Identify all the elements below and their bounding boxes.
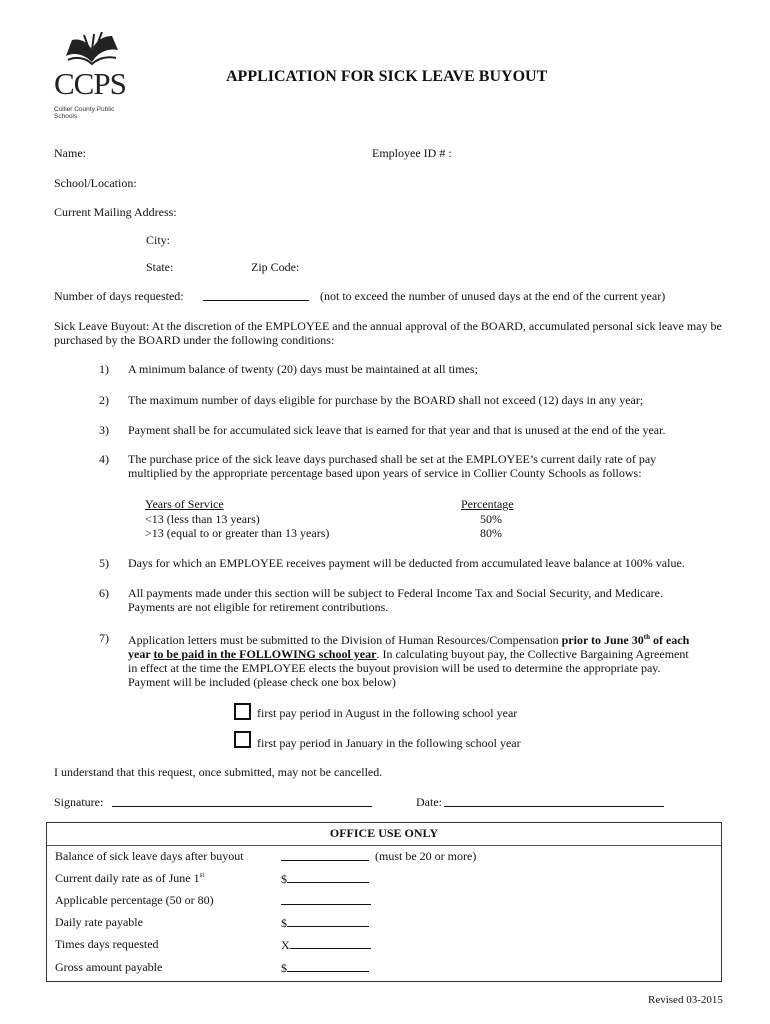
logo-subtitle: Collier County Public Schools xyxy=(54,106,115,120)
condition-number: 4) xyxy=(99,452,109,466)
august-pay-checkbox[interactable] xyxy=(234,703,251,720)
name-label: Name: xyxy=(54,146,86,160)
school-location-label: School/Location: xyxy=(54,176,137,190)
condition-text: Application letters must be submitted to the Division of Human Resources/Compensation prior to June 30th of each year to be paid in the FOLLOWING school year. In calculating buyout pay, the Collective Bargaining Agreement in effect at the time the EMPLOYEE elects the buyout provision will be used to determine the appropriate pay. Payment will be included (please check one box below) xyxy=(128,633,690,689)
state-label: State: xyxy=(146,260,174,274)
office-use-box xyxy=(46,822,722,982)
page-title: APPLICATION FOR SICK LEAVE BUYOUT xyxy=(226,68,548,85)
office-row-label: Daily rate payable xyxy=(55,915,143,929)
open-book-icon xyxy=(62,32,122,66)
service-percentage-cell: 50% xyxy=(480,512,502,526)
mailing-address-label: Current Mailing Address: xyxy=(54,205,177,219)
years-of-service-header: Years of Service xyxy=(145,497,224,511)
days-requested-note: (not to exceed the number of unused days at the end of the current year) xyxy=(320,289,666,303)
city-label: City: xyxy=(146,233,171,247)
condition-number: 6) xyxy=(99,586,109,600)
office-row-label: Times days requested xyxy=(55,937,159,951)
signature-field[interactable] xyxy=(112,795,372,807)
office-row-note: (must be 20 or more) xyxy=(375,849,477,863)
intro-paragraph: Sick Leave Buyout: At the discretion of the EMPLOYEE and the annual approval of the BOARD, accumulated personal sick leave may be purchased by the BOARD under the following conditions: xyxy=(54,319,722,347)
january-pay-checkbox[interactable] xyxy=(234,731,251,748)
office-row-field[interactable] xyxy=(281,849,369,861)
condition-text: The purchase price of the sick leave days purchased shall be set at the EMPLOYEE’s current daily rate of pay multiplied by the appropriate percentage based upon years of service in Collier County Schools as follows: xyxy=(128,452,657,480)
condition-text: The maximum number of days eligible for purchase by the BOARD shall not exceed (12) days in any year; xyxy=(128,393,644,407)
office-use-heading: OFFICE USE ONLY xyxy=(329,826,439,840)
logo-wordmark: CCPS xyxy=(54,66,126,101)
office-row-field[interactable]: $ xyxy=(281,960,369,976)
office-divider xyxy=(47,845,721,846)
service-percentage-cell: 80% xyxy=(480,526,502,540)
days-requested-label: Number of days requested: xyxy=(54,289,184,303)
condition-text: Payment shall be for accumulated sick leave that is earned for that year and that is unused at the end of the year. xyxy=(128,423,666,437)
office-row-label: Applicable percentage (50 or 80) xyxy=(55,893,214,907)
office-row-label: Current daily rate as of June 1st xyxy=(55,871,205,885)
january-pay-label: first pay period in January in the following school year xyxy=(257,736,521,750)
condition-number: 2) xyxy=(99,393,109,407)
date-field[interactable] xyxy=(444,795,664,807)
zip-code-label: Zip Code: xyxy=(251,260,300,274)
percentage-header: Percentage xyxy=(461,497,514,511)
signature-label: Signature: xyxy=(54,795,104,809)
august-pay-label: first pay period in August in the following school year xyxy=(257,706,518,720)
service-years-cell: >13 (equal to or greater than 13 years) xyxy=(145,526,330,540)
condition-text: A minimum balance of twenty (20) days must be maintained at all times; xyxy=(128,362,478,376)
service-years-cell: <13 (less than 13 years) xyxy=(145,512,260,526)
condition-number: 3) xyxy=(99,423,109,437)
cancellation-notice: I understand that this request, once submitted, may not be cancelled. xyxy=(54,765,383,779)
office-row-label: Balance of sick leave days after buyout xyxy=(55,849,244,863)
condition-number: 1) xyxy=(99,362,109,376)
condition-number: 5) xyxy=(99,556,109,570)
office-row-field[interactable]: X xyxy=(281,937,371,953)
condition-number: 7) xyxy=(99,631,109,645)
office-row-field[interactable] xyxy=(281,893,371,905)
ccps-logo xyxy=(54,32,134,120)
days-requested-field[interactable] xyxy=(203,289,309,301)
revision-date: Revised 03-2015 xyxy=(648,994,723,1006)
employee-id-label: Employee ID # : xyxy=(372,146,452,160)
office-row-label: Gross amount payable xyxy=(55,960,163,974)
condition-text: Days for which an EMPLOYEE receives payment will be deducted from accumulated leave balance at 100% value. xyxy=(128,556,685,570)
date-label: Date: xyxy=(416,795,442,809)
office-row-field[interactable]: $ xyxy=(281,871,369,887)
office-row-field[interactable]: $ xyxy=(281,915,369,931)
condition-text: All payments made under this section will be subject to Federal Income Tax and Social Security, and Medicare. Payments are not eligible for retirement contributions. xyxy=(128,586,664,614)
